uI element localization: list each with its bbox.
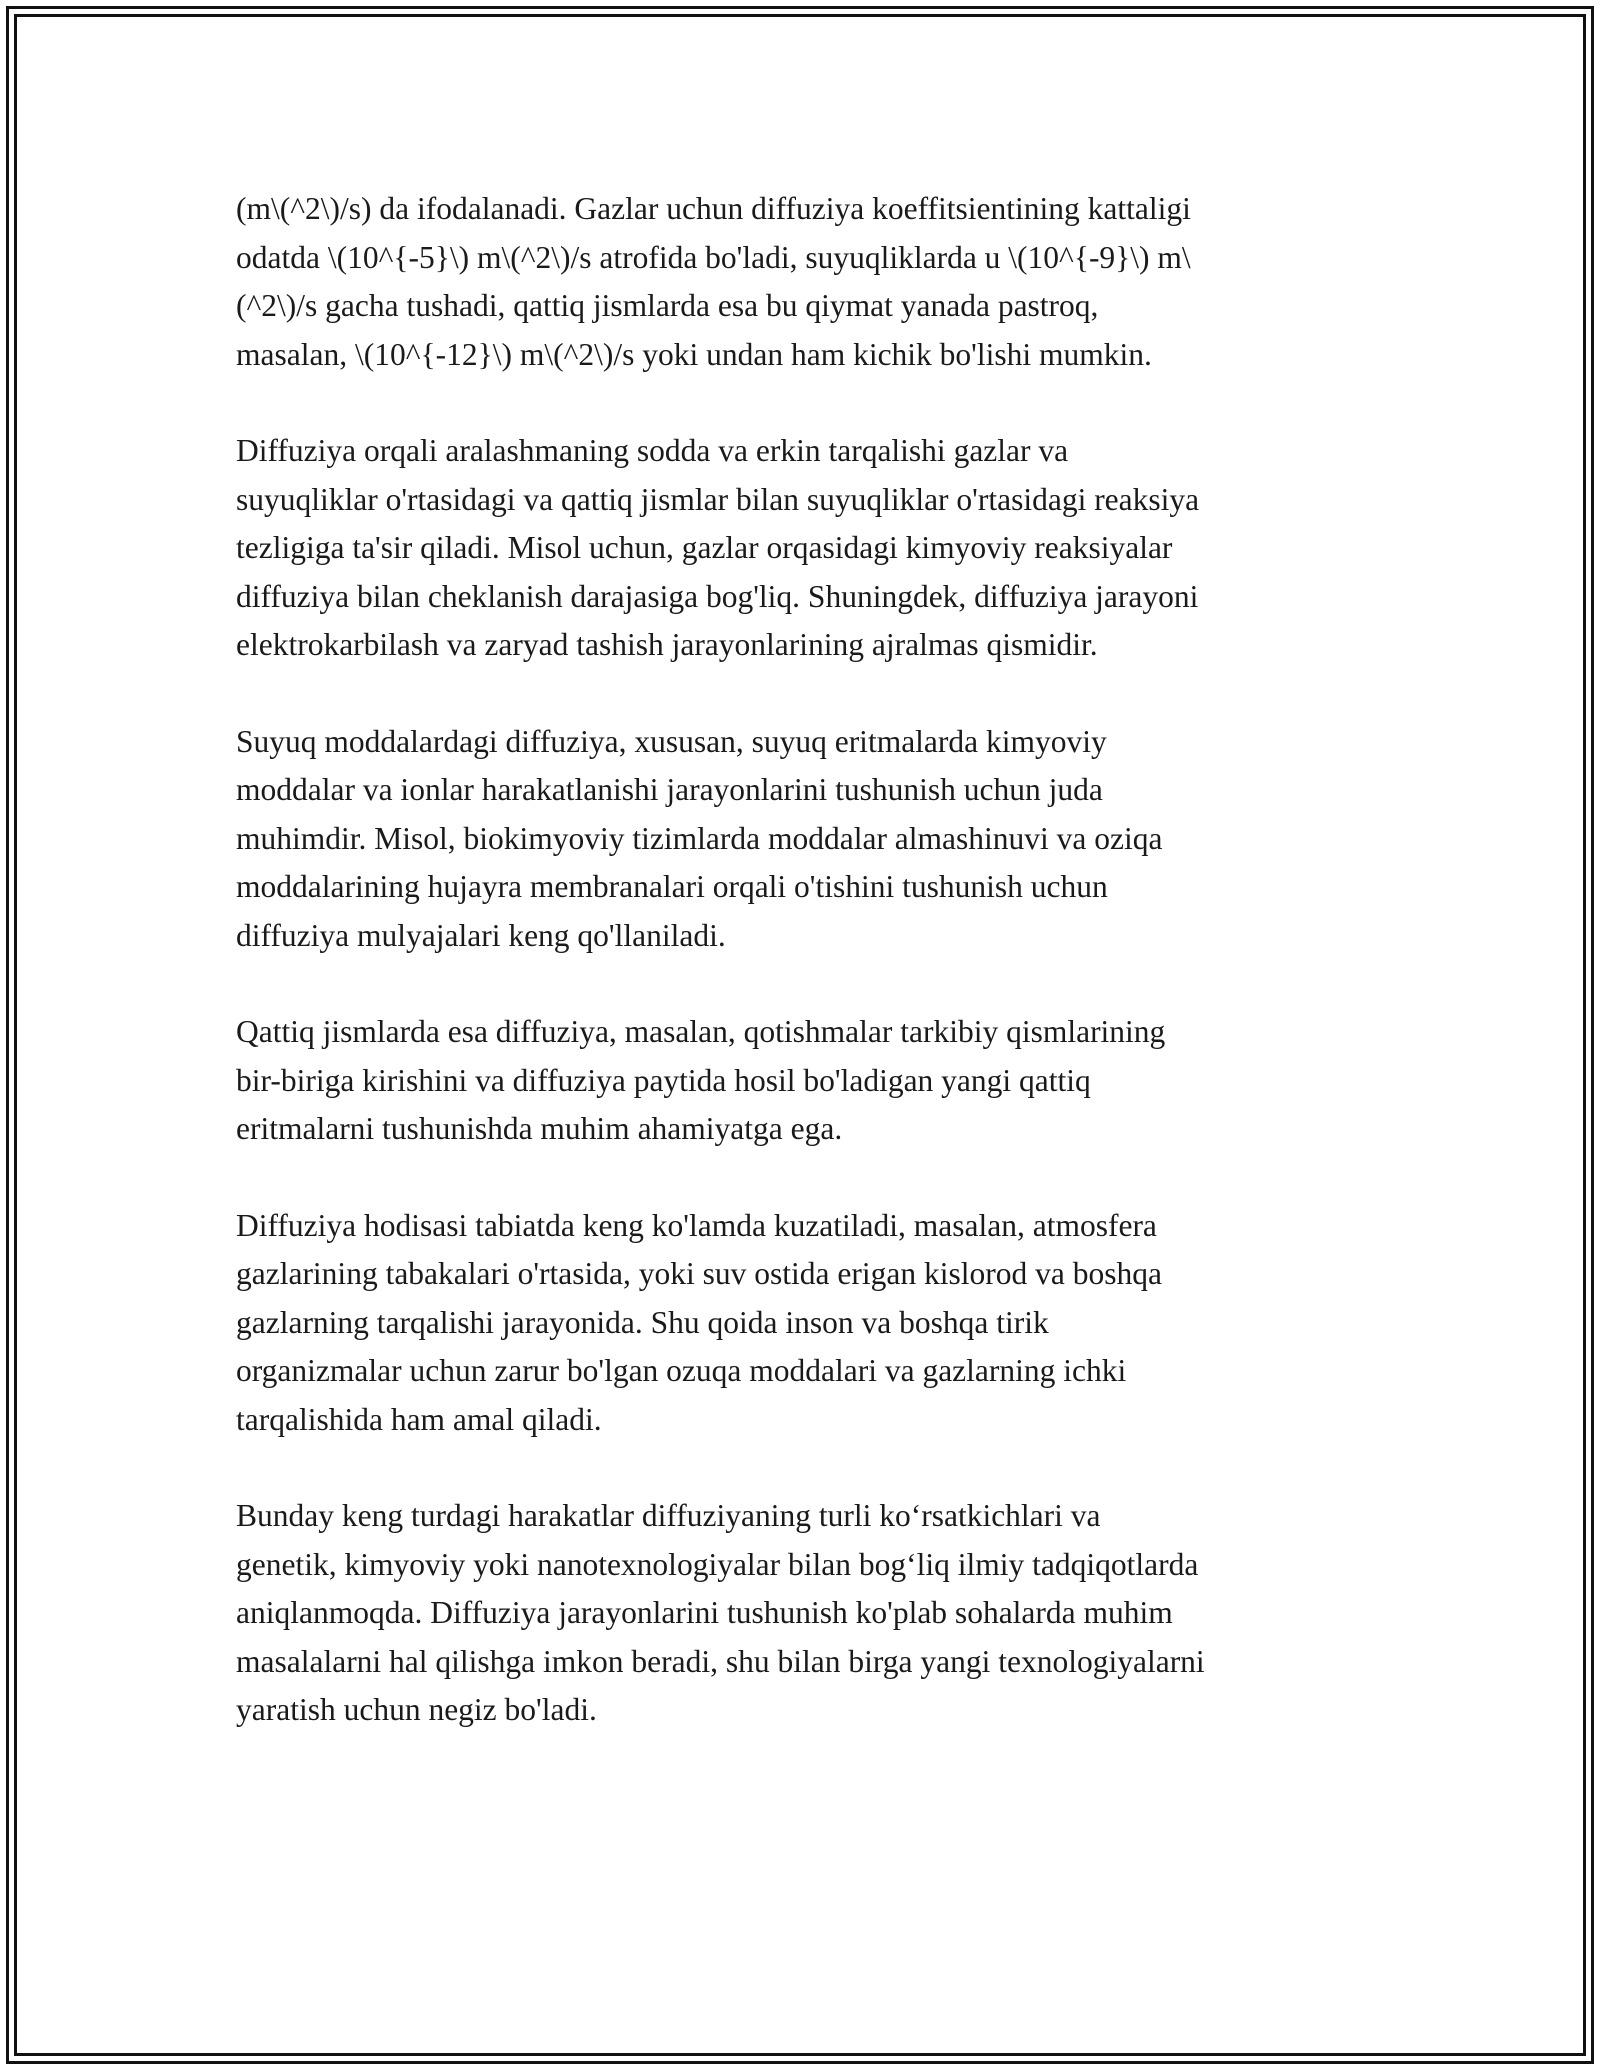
paragraph-research-applications: Bunday keng turdagi harakatlar diffuziyaning turli ko‘rsatkichlari va genetik, kimyoviy yoki nanotexnologiyalar bilan bog‘liq ilmiy tadqiqotlarda aniqlanmoqda. Diffuziya jarayonlarini tushunish ko'plab sohalarda muhim masalalarni hal qilishga imkon beradi, shu bilan birga yangi texnologiyalarni yaratish uchun negiz bo'ladi. [236,1498,1205,1727]
paragraph-liquid-diffusion: Suyuq moddalardagi diffuziya, xususan, suyuq eritmalarda kimyoviy moddalar va ionlar harakatlanishi jarayonlarini tushunish uchun juda muhimdir. Misol, biokimyoviy tizimlarda moddalar almashinuvi va oziqa moddalarining hujayra membranalari orqali o'tishini tushunish uchun diffuziya mulyajalari keng qo'llaniladi. [236,723,1163,953]
paragraph-diffusion-coefficient: (m\(^2\)/s) da ifodalanadi. Gazlar uchun diffuziya koeffitsientining kattaligi odatda \(10^{-5}\) m\(^2\)/s atrofida bo'ladi, suyuqliklarda u \(10^{-9}\) m\ (^2\)/s gacha tushadi, qattiq jismlarda esa bu qiymat yanada pastroq, masalan, \(10^{-12}\) m\(^2\)/s yoki undan ham kichik bo'lishi mumkin. [236,191,1191,372]
paragraph-nature-diffusion: Diffuziya hodisasi tabiatda keng ko'lamda kuzatiladi, masalan, atmosfera gazlarining tabakalari o'rtasida, yoki suv ostida erigan kislorod va boshqa gazlarning tarqalishi jarayonida. Shu qoida inson va boshqa tirik organizmalar uchun zarur bo'lgan ozuqa moddalari va gazlarning ichki tarqalishida ham amal qiladi. [236,1207,1162,1437]
paragraph-reaction-rate: Diffuziya orqali aralashmaning sodda va erkin tarqalishi gazlar va suyuqliklar o'rtasidagi va qattiq jismlar bilan suyuqliklar o'rtasidagi reaksiya tezligiga ta'sir qiladi. Misol uchun, gazlar orqasidagi kimyoviy reaksiyalar diffuziya bilan cheklanish darajasiga bog'liq. Shuningdek, diffuziya jarayoni elektrokarbilash va zaryad tashish jarayonlarining ajralmas qismidir. [236,433,1200,662]
document-body [236,185,1376,1783]
paragraph-solid-diffusion: Qattiq jismlarda esa diffuziya, masalan, qotishmalar tarkibiy qismlarining bir-biriga kirishini va diffuziya paytida hosil bo'ladigan yangi qattiq eritmalarni tushunishda muhim ahamiyatga ega. [236,1014,1166,1146]
